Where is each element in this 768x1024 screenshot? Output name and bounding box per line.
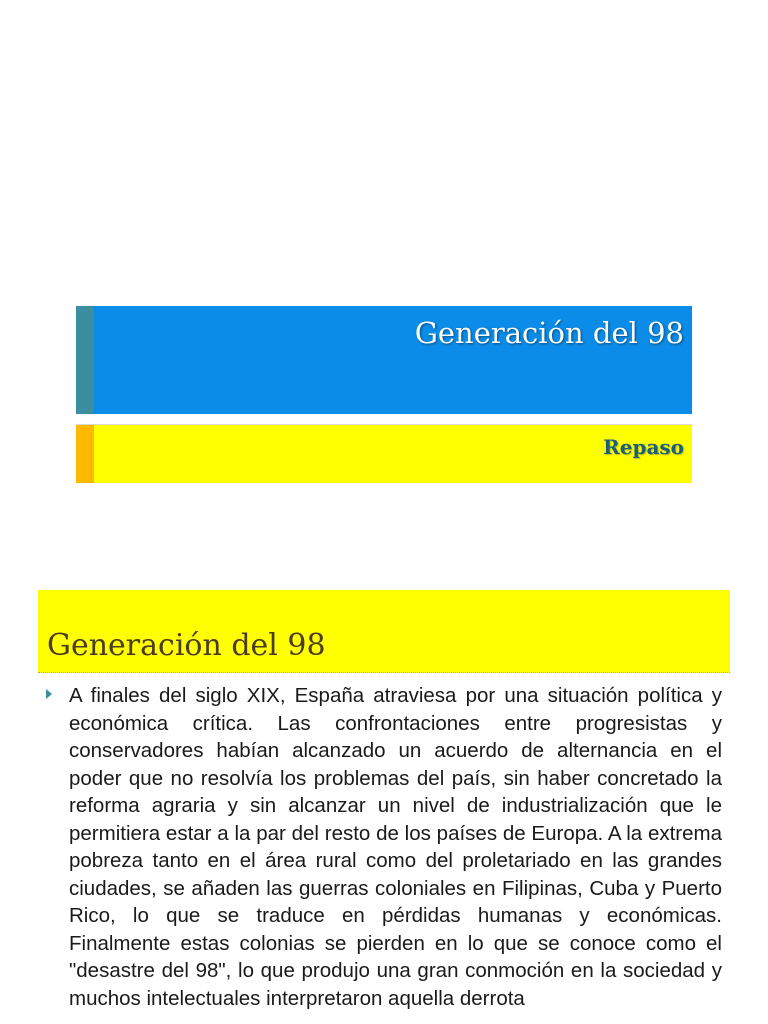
- slide-title: Generación del 98: [414, 316, 684, 350]
- title-accent-bar: [76, 306, 94, 414]
- slide-subtitle: Repaso: [603, 435, 684, 459]
- content-heading-band: [38, 590, 730, 673]
- subtitle-accent-bar: [76, 425, 94, 483]
- content-heading: Generación del 98: [47, 628, 326, 663]
- title-band: [76, 306, 692, 414]
- bullet-paragraph: A finales del siglo XIX, España atraviesa por una situación política y económica crítica. Las confrontaciones entre progresistas y conservadores habían alcanzado un acuerdo de alternancia en el poder que no resolvía los problemas del país, sin haber concretado la reforma agraria y sin alcanzar un nivel de industrialización que le permitiera estar a la par del resto de los países de Europa. A la extrema pobreza tanto en el área rural como del proletariado en las grandes ciudades, se añaden las guerras coloniales en Filipinas, Cuba y Puerto Rico, lo que se traduce en pérdidas humanas y económicas. Finalmente estas colonias se pierden en lo que se conoce como el "desastre del 98", lo que produjo una gran conmoción en la sociedad y muchos intelectuales interpretaron aquella derrota: [69, 684, 722, 1010]
- triangle-bullet-icon: [46, 689, 52, 699]
- subtitle-band: [76, 424, 692, 483]
- bullet-item: [46, 682, 722, 1012]
